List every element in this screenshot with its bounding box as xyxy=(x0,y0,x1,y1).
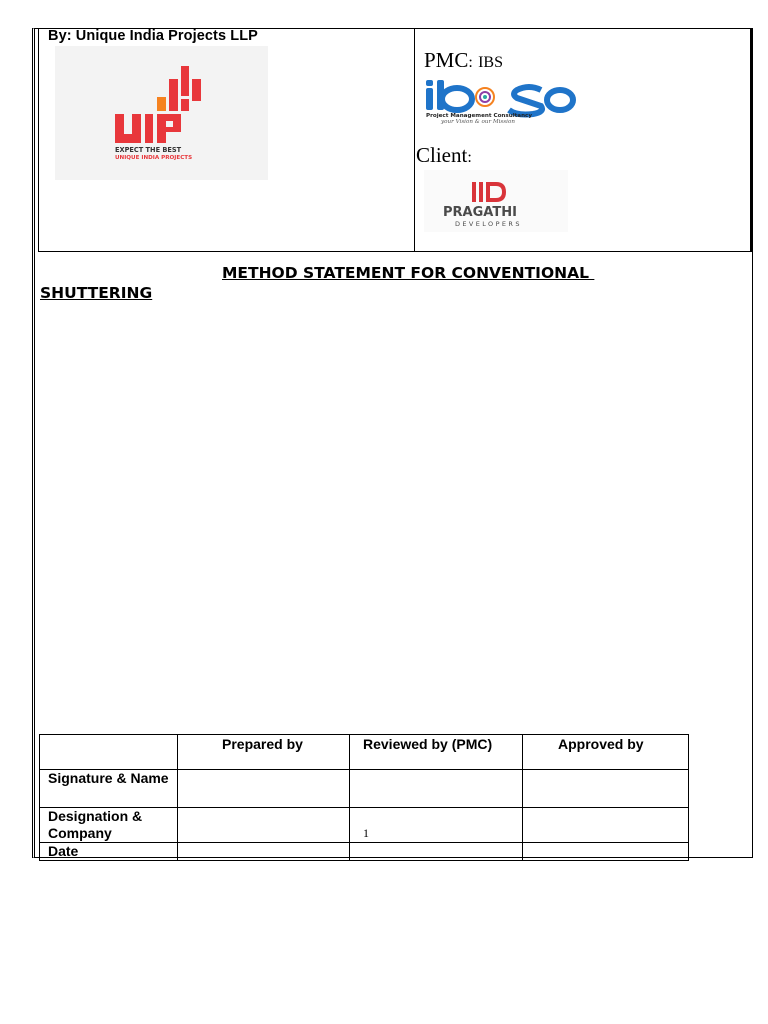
table-row xyxy=(40,808,689,843)
pragathi-logo xyxy=(424,170,568,232)
pmc-separator: : xyxy=(468,54,473,71)
designation-approved-field[interactable] xyxy=(523,808,689,843)
table-header-row xyxy=(40,735,689,770)
table-row xyxy=(40,770,689,808)
date-approved-field[interactable] xyxy=(523,843,689,861)
row-label-signature: Signature & Name xyxy=(40,770,178,808)
page-number: 1 xyxy=(350,808,523,843)
date-reviewed-field[interactable] xyxy=(350,843,523,861)
ibs-line1: Project Management Consultancy xyxy=(426,113,533,119)
pragathi-logo-graphic xyxy=(424,170,568,232)
signature-approved-field[interactable] xyxy=(523,770,689,808)
ibs-logo-graphic xyxy=(423,76,578,124)
table-header-cell xyxy=(40,735,178,770)
prepared-by-header: Prepared by xyxy=(222,736,303,752)
row-label-date: Date xyxy=(40,843,178,861)
pragathi-brand: PRAGATHI xyxy=(443,205,517,220)
table-header-cell xyxy=(523,735,689,770)
designation-prepared-field[interactable] xyxy=(178,808,350,843)
table-row xyxy=(40,843,689,861)
approved-by-header: Approved by xyxy=(558,736,644,752)
date-prepared-field[interactable] xyxy=(178,843,350,861)
uip-subtitle: UNIQUE INDIA PROJECTS xyxy=(115,155,193,161)
pmc-label: PMC xyxy=(424,48,469,72)
document-title-line1: METHOD STATEMENT FOR CONVENTIONAL xyxy=(222,264,595,282)
uip-logo-graphic xyxy=(55,46,268,180)
signature-prepared-field[interactable] xyxy=(178,770,350,808)
sign-off-table xyxy=(39,734,689,861)
pragathi-sub: DEVELOPERS xyxy=(455,220,522,228)
signature-reviewed-field[interactable] xyxy=(350,770,523,808)
pmc-value: IBS xyxy=(478,54,503,71)
pmc-line xyxy=(424,48,503,73)
by-line: By: Unique India Projects LLP xyxy=(48,28,258,44)
reviewed-by-header: Reviewed by (PMC) xyxy=(363,736,493,752)
row-label-designation: Designation & Company xyxy=(40,808,178,843)
table-header-cell xyxy=(350,735,523,770)
client-line xyxy=(416,143,472,168)
ibs-logo xyxy=(423,76,578,124)
uip-tagline: EXPECT THE BEST xyxy=(115,146,182,154)
client-separator: : xyxy=(467,149,472,166)
ibs-line2: your Vision & our Mission xyxy=(441,119,515,124)
table-header-cell xyxy=(178,735,350,770)
client-label: Client xyxy=(416,143,468,167)
document-title-line2: SHUTTERING xyxy=(40,284,153,302)
uip-logo xyxy=(55,46,268,180)
